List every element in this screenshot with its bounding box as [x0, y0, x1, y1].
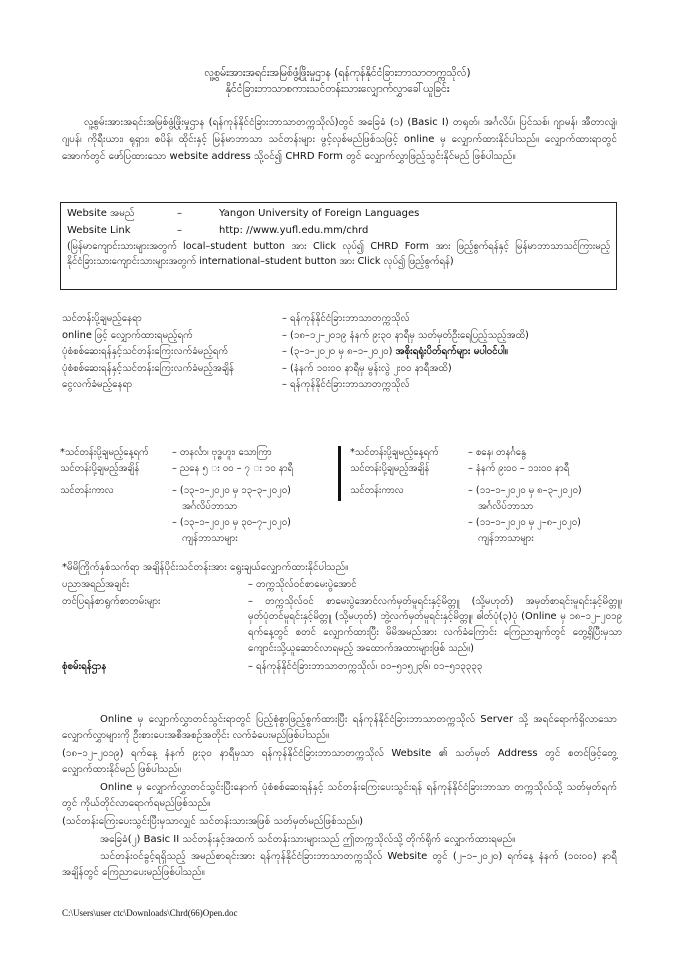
schedule-period-row: [60, 532, 330, 548]
detail-row: [62, 377, 622, 394]
schedule-day-row: [60, 446, 330, 462]
education-value: – တက္ကသိုလ်ဝင်စာမေးပွဲအောင်: [248, 579, 357, 590]
detail-row: [62, 361, 622, 378]
basic2-paragraph: အခြေခံ(၂) Basic II သင်တန်းနှင့်အထက် သင်တန်းသားများသည် ဤတက္ကသိုလ်သို့ တိုက်ရိုက် လျှောက်ထားရမည်။: [100, 834, 516, 845]
schedule-time-label: သင်တန်းပို့ချမည့်အချိန်: [60, 463, 140, 474]
schedule-period-label: သင်တန်းကာလ: [350, 485, 404, 496]
requirements-list: [62, 577, 622, 675]
website-link-row: [67, 223, 610, 240]
contact-row: [62, 659, 622, 676]
schedule-period-1-lang: အင်္ဂလိပ်ဘာသာ: [478, 501, 534, 512]
schedule-period-row: [60, 516, 330, 532]
detail-value: – (၃–၁–၂၀၂၀ မှ ၈–၁–၂၀၂၀) အစိုးရရုံးပိတ်ရက်များ မပါဝင်ပါ။: [282, 346, 508, 357]
detail-label: ပုံစံစစ်ဆေးရန်နှင့်သင်တန်းကြေးလက်ခံမည့်အချိန်: [62, 362, 234, 374]
schedule-period-1: – (၁၃–၁–၂၀၂၀ မှ ၁၃–၃–၂၀၂၀): [172, 485, 291, 496]
detail-label: ပုံစံစစ်ဆေးရန်နှင့်သင်တန်းကြေးလက်ခံမည့်ရက်: [62, 346, 229, 357]
website-name-row: [67, 206, 610, 223]
education-row: [62, 577, 622, 594]
schedule-period-2: – (၁၁–၁–၂၀၂၀ မှ ၂–၈–၂၀၂၀): [468, 517, 581, 528]
website-box: [60, 202, 617, 290]
schedule-day-value: – တနင်္လာ၊ ဗုဒ္ဓဟူး၊ သောကြာ: [172, 447, 272, 458]
schedule-period-row: [60, 500, 330, 516]
schedule-period-row: [350, 532, 617, 548]
documents-row: [62, 594, 622, 657]
website-name-sep: –: [177, 208, 182, 219]
schedule-day-row: [350, 446, 617, 462]
schedule-period-row: [350, 484, 617, 500]
schedule-period-1: – (၁၁–၁–၂၀၂၀ မှ ၈–၃–၂၀၂၀): [468, 485, 582, 496]
detail-value: – (နံနက် ၁၀း၀၀ နာရီမှ မွန်းလွဲ ၂း၀၀ နာရီအထိ): [282, 362, 452, 374]
contact-value: – ရန်ကုန်နိုင်ငံခြားဘာသာတက္ကသိုလ်၊ ၀၁–၅၁၅၂၃၆၊ ၀၁–၅၁၃၃၃၃: [248, 660, 483, 672]
detail-row: [62, 311, 622, 328]
schedule-weekday: [60, 446, 330, 549]
document-title-line2: နိုင်ငံခြားဘာသာစကားသင်တန်းသားလျှောက်လွှာခေါ်ယူခြင်း: [225, 83, 450, 95]
schedule-period-label: သင်တန်းကာလ: [60, 485, 114, 496]
website-box-note: (မြန်မာကျောင်းသားများအတွက် local–student button အား Click လုပ်၍ CHRD Form အား ဖြည့်စွက်ရန်နှင့် မြန်မာဘာသာသင်ကြားမည့် နိုင်ငံခြားသားကျောင်းသားများအတွက် international–student button အား Click လုပ်၍ ဖြည့်စွက်ရန်): [67, 241, 610, 267]
detail-label: ငွေလက်ခံမည့်နေရာ: [62, 379, 133, 390]
details-list: [62, 311, 622, 394]
intro-paragraph: လူ့စွမ်းအားအရင်းအမြစ်ဖွံ့ဖြိုးမှုဌာန (ရန်ကုန်နိုင်ငံခြားဘာသာတက္ကသိုလ်)တွင် အခြေခံ (၁) (Basic I) တရုတ်၊ အင်္ဂလိပ်၊ ပြင်သစ်၊ ဂျာမန်၊ အီတာလျံ၊ ဂျပန်၊ ကိုရီးယား၊ ရုရှား၊ စပိန်၊ ထိုင်းနှင့် မြန်မာဘာသာ သင်တန်းများ ဖွင့်လှစ်မည်ဖြစ်သဖြင့် online မှ လျှောက်ထားနိုင်ပါသည်။ လျှောက်ထားရာတွင် အောက်တွင် ဖော်ပြထားသော website address သို့ဝင်၍ CHRD Form တွင် လျှောက်လွှာဖြည့်သွင်းနိုင်မည် ဖြစ်ပါသည်။: [62, 117, 617, 163]
document-title-line1: လူ့စွမ်းအားအရင်းအမြစ်ဖွံ့ဖြိုးမှုဌာန (ရန်ကုန်နိုင်ငံခြားဘာသာတက္ကသိုလ်): [204, 67, 471, 79]
documents-label: တင်ပြရန်စာရွက်စာတမ်းများ: [62, 595, 161, 607]
documents-value: – တက္ကသိုလ်ဝင် စာမေးပွဲအောင်လက်မှတ်မူရင်းနှင့်မိတ္တူ (သို့မဟုတ်) အမှတ်စာရင်းမူရင်းနှင့်မိတ္တူ၊ မှတ်ပုံတင်မူရင်းနှင့်မိတ္တူ (သို့မဟုတ်) ဘွဲ့လက်မှတ်မူရင်းနှင့်မိတ္တူ၊ ဓါတ်ပုံ(၃)ပုံ (Online မှ ၁၈–၁၂–၂၀၁၉ ရက်နေ့တွင် စတင် လျှောက်ထားပြီး မိမိအမည်အား လက်ခံကြောင်း ကြေညာချက်တွင် တွေ့ရှိပြီးမှသာ ကျောင်းသို့ယူဆောင်လာရမည့် အထောက်အထားများဖြစ် သည်။): [248, 595, 622, 655]
detail-row: [62, 344, 622, 361]
website-link-sep: –: [177, 225, 182, 236]
schedule-period-row: [350, 516, 617, 532]
education-label: ပညာအရည်အချင်း: [62, 579, 130, 590]
website-link-value[interactable]: http: //www.yufl.edu.mm/chrd: [219, 225, 369, 236]
detail-value: – ရန်ကုန်နိုင်ငံခြားဘာသာတက္ကသိုလ်: [282, 313, 410, 324]
file-path-footer: C:\Users\user ctc\Downloads\Chrd(66)Open.doc: [62, 908, 238, 918]
announcement-paragraph: သင်တန်းဝင်ခွင့်ရရှိသည့် အမည်စာရင်းအား ရန်ကုန်နိုင်ငံခြားဘာသာတက္ကသိုလ် Website တွင် (၂–၁–၂၀၂၀) ရက်နေ့ နံနက် (၁၀း၀၀) နာရီအချိန်တွင် ကြေညာပေးမည်ဖြစ်ပါသည်။: [62, 851, 617, 878]
star-note: *မိမိကြိုက်နှစ်သက်ရာ အချိန်ပိုင်းသင်တန်းအား ရွေးချယ်လျှောက်ထားနိုင်ပါသည်။: [62, 562, 349, 573]
schedule-time-label: သင်တန်းပို့ချမည့်အချိန်: [350, 463, 430, 474]
contact-label: စုံစမ်းရန်ဌာန: [62, 660, 107, 672]
schedule-day-label: *သင်တန်းပို့ချမည့်နေ့ရက်: [60, 447, 149, 458]
schedule-day-label: *သင်တန်းပို့ချမည့်နေ့ရက်: [350, 447, 439, 458]
detail-value: – (၁၈–၁၂–၂၀၁၉ နံနက် ၉း၃၀ နာရီမှ သတ်မှတ်ဦးရေပြည့်သည့်အထိ): [282, 329, 529, 341]
schedule-period-row: [60, 484, 330, 500]
website-name-label: Website အမည်: [67, 208, 135, 219]
schedule-period-2-lang: ကျန်ဘာသာများ: [478, 533, 534, 544]
schedule-period-2-lang: ကျန်ဘာသာများ: [182, 533, 238, 544]
schedule-weekend: [350, 446, 617, 549]
schedule-period-2: – (၁၃–၁–၂၀၂၀ မှ ၃၀–၇–၂၀၂၀): [172, 517, 291, 528]
detail-row: [62, 328, 622, 345]
detail-label: သင်တန်းပို့ချမည့်နေရာ: [62, 313, 142, 324]
schedule-time-value: – နံနက် ၉း၀၀ – ၁၁း၀၀ နာရီ: [468, 463, 570, 474]
website-link-label: Website Link: [67, 225, 131, 236]
schedule-section: [60, 446, 617, 549]
payment-paragraph: Online မှ လျှောက်လွှာတင်သွင်းပြီးနောက် ပုံစံစစ်ဆေးရန်နှင့် သင်တန်းကြေးပေးသွင်းရန် ရန်ကုန်နိုင်ငံခြားဘာသာ တက္ကသိုလ်သို့ သတ်မှတ်ရက်တွင် ကိုယ်တိုင်လာရောက်ရမည်ဖြစ်သည်။: [62, 782, 617, 809]
schedule-time-row: [350, 462, 617, 484]
detail-label: online ဖြင့် လျှောက်ထားရမည့်ရက်: [62, 329, 193, 341]
schedule-time-value: – ညနေ ၅ း ၀၀ – ၇ း ၁၀ နာရီ: [172, 463, 294, 474]
payment-note: (သင်တန်းကြေးပေးသွင်းပြီးမှသာလျှင် သင်တန်းသားအဖြစ် သတ်မှတ်မည်ဖြစ်သည်။): [62, 816, 363, 827]
schedule-period-1-lang: အင်္ဂလိပ်ဘာသာ: [182, 501, 238, 512]
schedule-time-row: [60, 462, 330, 484]
schedule-period-row: [350, 500, 617, 516]
detail-value: – ရန်ကုန်နိုင်ငံခြားဘာသာတက္ကသိုလ်: [282, 379, 410, 390]
online-paragraph: Online မှ လျှောက်လွှာတင်သွင်းရာတွင် ပြည့်စုံစွာဖြည့်စွက်ထားပြီး ရန်ကုန်နိုင်ငံခြားဘာသာတက္ကသိုလ် Server သို့ အရင်ရောက်ရှိလာသော လျှောက်လွှာများကို ဦးစားပေးအစီအစဉ်အတိုင်း လက်ခံပေးမည်ဖြစ်ပါသည်။: [62, 714, 617, 741]
schedule-divider: [338, 446, 341, 501]
date-paragraph: (၁၈–၁၂–၂၀၁၉) ရက်နေ့ နံနက် ၉း၃၀ နာရီမှသာ ရန်ကုန်နိုင်ငံခြားဘာသာတက္ကသိုလ် Website ၏ သတ်မှတ် Address တွင် စတင်ဖြင့်တွေ့ လျှောက်ထားနိုင်မည် ဖြစ်ပါသည်။: [62, 748, 617, 775]
website-name-value: Yangon University of Foreign Languages: [219, 208, 420, 219]
schedule-day-value: – စနေ၊ တနင်္ဂနွေ: [468, 447, 527, 458]
